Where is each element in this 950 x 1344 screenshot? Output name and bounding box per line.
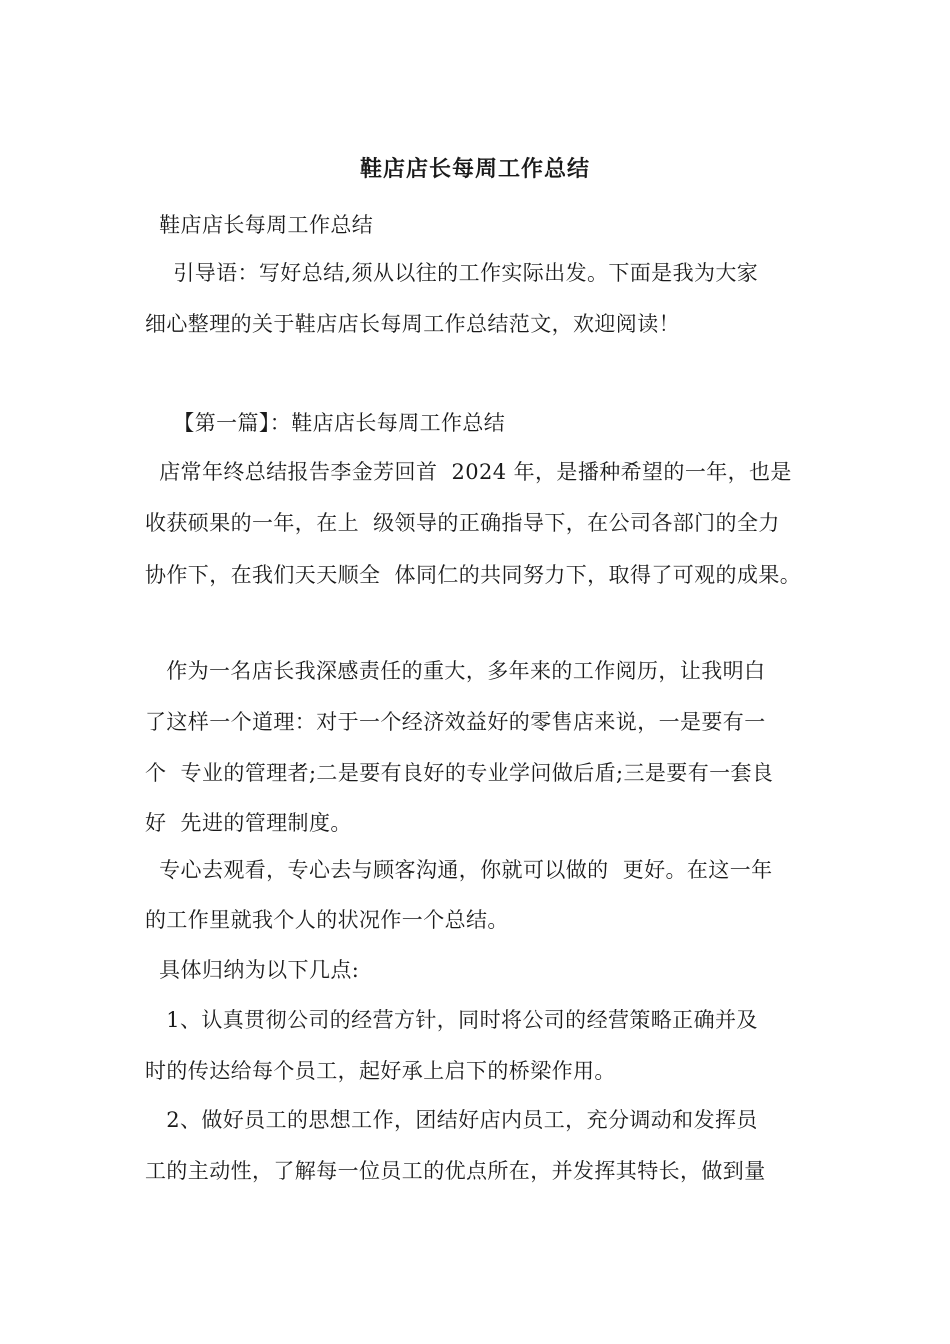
paragraph-line: 了这样一个道理：对于一个经济效益好的零售店来说，一是要有一 <box>145 710 766 734</box>
paragraph-line: 店常年终总结报告李金芳回首 2024 年，是播种希望的一年，也是 <box>145 460 792 484</box>
section-heading: 【第一篇】：鞋店店长每周工作总结 <box>145 411 506 435</box>
document-title: 鞋店店长每周工作总结 <box>359 156 590 182</box>
paragraph-line: 个 专业的管理者;二是要有良好的专业学问做后盾;三是要有一套良 <box>145 761 774 785</box>
paragraph-line: 引导语：写好总结,须从以往的工作实际出发。下面是我为大家 <box>145 261 759 285</box>
list-item-line: 工的主动性，了解每一位员工的优点所在，并发挥其特长，做到量 <box>145 1159 766 1183</box>
paragraph-line: 协作下，在我们天天顺全 体同仁的共同努力下，取得了可观的成果。 <box>145 563 802 587</box>
paragraph-line: 作为一名店长我深感责任的重大，多年来的工作阅历，让我明白 <box>145 659 766 683</box>
paragraph-line: 好 先进的管理制度。 <box>145 811 352 835</box>
paragraph-line: 细心整理的关于鞋店店长每周工作总结范文，欢迎阅读！ <box>145 312 680 336</box>
list-item-line: 时的传达给每个员工，起好承上启下的桥梁作用。 <box>145 1059 616 1083</box>
paragraph-line: 收获硕果的一年，在上 级领导的正确指导下，在公司各部门的全力 <box>145 511 780 535</box>
paragraph-line: 具体归纳为以下几点: <box>145 958 360 982</box>
paragraph-line: 的工作里就我个人的状况作一个总结。 <box>145 908 509 932</box>
list-item-line: 1、认真贯彻公司的经营方针，同时将公司的经营策略正确并及 <box>145 1008 758 1032</box>
list-item-line: 2、做好员工的思想工作，团结好店内员工，充分调动和发挥员 <box>145 1108 758 1132</box>
subtitle-line: 鞋店店长每周工作总结 <box>145 213 374 237</box>
paragraph-line: 专心去观看，专心去与顾客沟通，你就可以做的 更好。在这一年 <box>145 858 773 882</box>
